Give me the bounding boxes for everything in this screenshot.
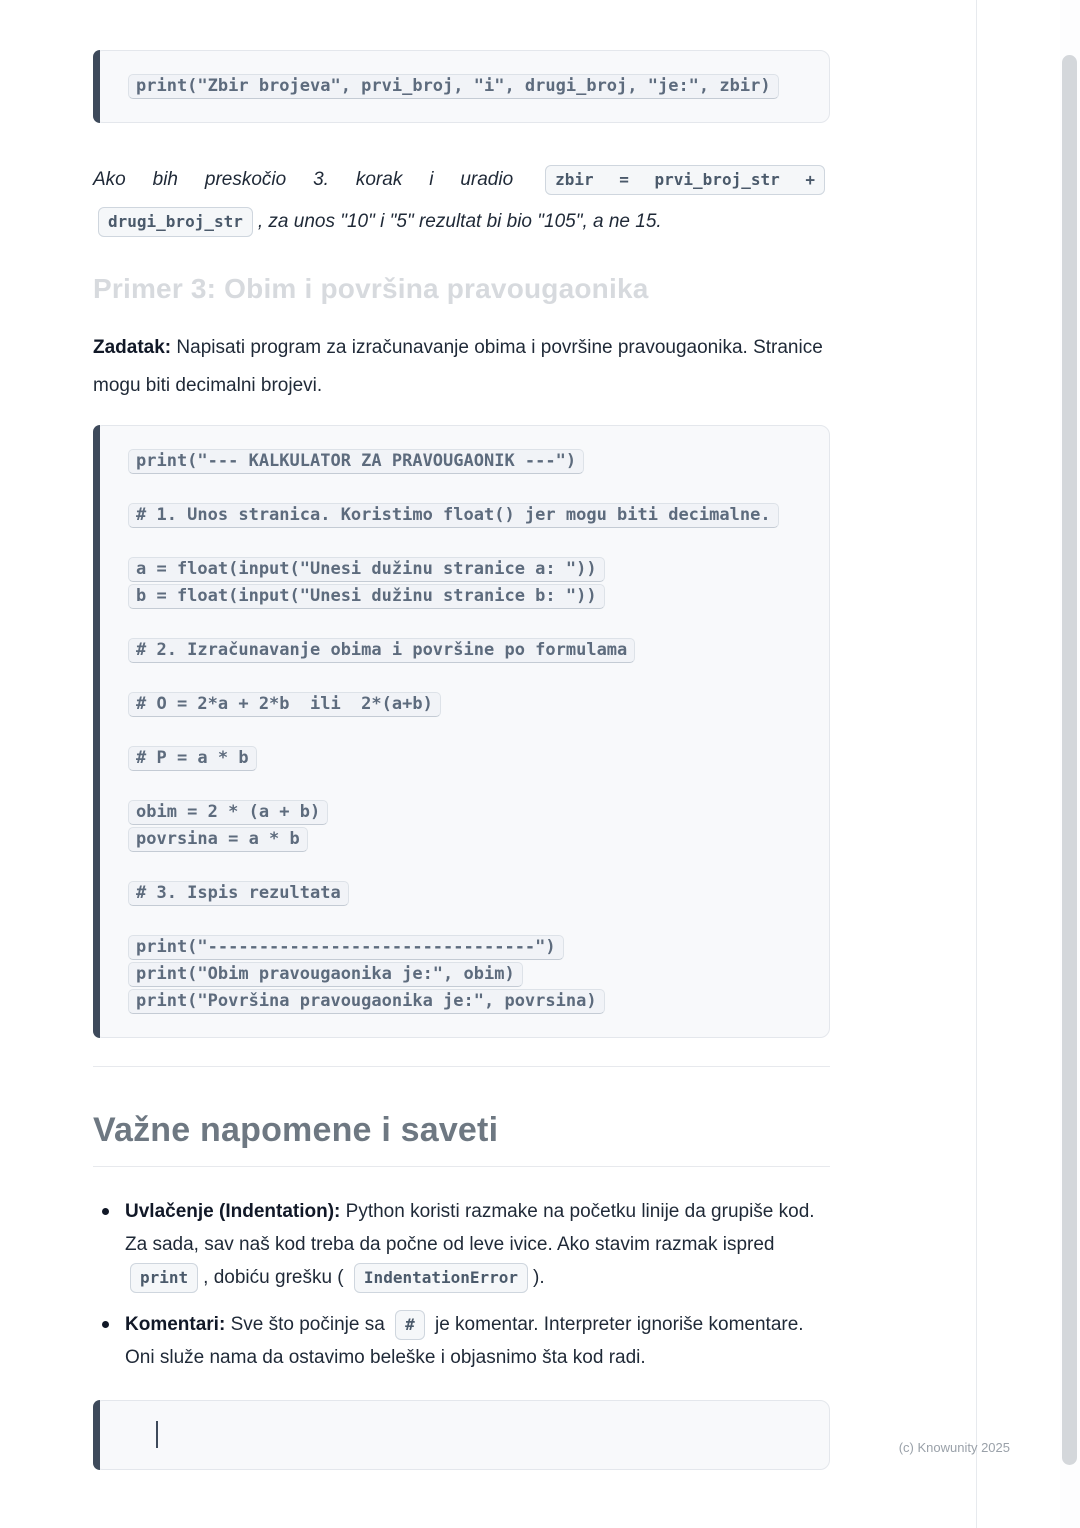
code-line (128, 502, 801, 529)
code-text: povrsina = a * b (128, 827, 308, 852)
code-line (128, 799, 801, 826)
code-text (128, 869, 144, 871)
bullet-text: , dobiću grešku ( (203, 1267, 344, 1288)
code-line (128, 718, 801, 745)
bullet-komentari (93, 1308, 830, 1374)
inline-code-zbir-concat: zbir = prvi_broj_str + (545, 165, 825, 195)
code-line (128, 664, 801, 691)
code-line (128, 475, 801, 502)
task-paragraph (93, 329, 830, 405)
code-line (128, 772, 801, 799)
code-text: # 1. Unos stranica. Koristimo float() jer mogu biti decimalne. (128, 503, 779, 528)
code-block-zbir-print (93, 50, 830, 123)
bullet-text: Python koristi razmake na početku linije da grupiše kod. Za sada, sav naš kod treba da počne od leve ivice. Ako stavim razmak ispred (125, 1201, 815, 1255)
code-text: b = float(input("Unesi dužinu stranice b: ")) (128, 584, 605, 609)
code-line (128, 988, 801, 1015)
copyright-watermark: (c) Knowunity 2025 (898, 1440, 1010, 1455)
bullet-text: Sve što počinje sa (230, 1314, 385, 1335)
code-text: print("Zbir brojeva", prvi_broj, "i", drugi_broj, "je:", zbir) (128, 74, 779, 99)
bullet-label: Komentari: (125, 1314, 226, 1335)
note-text-after: , za unos "10" i "5" rezultat bi bio "105", a ne 15. (257, 211, 662, 232)
code-line (128, 691, 801, 718)
bullet-text: je komentar. Interpreter ignoriše komentare. Oni služe nama da ostavimo beleške i objasnimo šta kod radi. (125, 1314, 804, 1368)
code-text (128, 680, 144, 682)
text-caret (156, 1421, 158, 1448)
code-text: print("Površina pravougaonika je:", povrsina) (128, 989, 605, 1014)
code-lines (128, 448, 801, 1015)
code-line (128, 556, 801, 583)
code-line (128, 637, 801, 664)
heading-vazne-napomene: Važne napomene i saveti (93, 1111, 499, 1149)
code-line (128, 610, 801, 637)
code-block-accent-bar (93, 50, 100, 123)
code-text: print("Obim pravougaonika je:", obim) (128, 962, 523, 987)
code-line (128, 448, 801, 475)
code-text: print("--------------------------------") (128, 935, 564, 960)
task-label: Zadatak: (93, 337, 172, 358)
code-text: # 3. Ispis rezultata (128, 881, 349, 906)
code-text: obim = 2 * (a + b) (128, 800, 328, 825)
code-text (128, 545, 144, 547)
code-text (128, 923, 144, 925)
code-line (128, 73, 801, 100)
code-line (128, 583, 801, 610)
scrollbar-track[interactable] (1060, 0, 1080, 1528)
code-block-empty-editor[interactable] (93, 1400, 830, 1470)
code-line (128, 745, 801, 772)
code-text (128, 626, 144, 628)
heading-primer-3: Primer 3: Obim i površina pravougaonika (93, 273, 649, 304)
bullet-label: Uvlačenje (Indentation): (125, 1201, 341, 1222)
scrollbar-thumb[interactable] (1062, 55, 1077, 1465)
document-content (93, 0, 830, 1470)
code-line (128, 880, 801, 907)
code-text: # P = a * b (128, 746, 257, 771)
code-line (128, 529, 801, 556)
code-text: # 2. Izračunavanje obima i površine po formulama (128, 638, 635, 663)
code-line (128, 853, 801, 880)
inline-code-print: print (130, 1263, 198, 1293)
code-line (128, 934, 801, 961)
code-block-accent-bar (93, 1400, 100, 1470)
inline-code-drugi-broj-str: drugi_broj_str (98, 207, 253, 237)
inline-code-indentationerror: IndentationError (354, 1263, 528, 1293)
code-block-pravougaonik (93, 425, 830, 1038)
section-divider (93, 1066, 830, 1067)
code-line (128, 907, 801, 934)
code-block-accent-bar (93, 425, 100, 1038)
note-text-before: Ako bih preskočio 3. korak i uradio (93, 169, 514, 190)
bullet-indentation (93, 1195, 830, 1294)
code-line (128, 826, 801, 853)
code-lines (128, 73, 801, 100)
code-text: a = float(input("Unesi dužinu stranice a: ")) (128, 557, 605, 582)
code-text (128, 491, 144, 493)
code-text (128, 788, 144, 790)
code-text: print("--- KALKULATOR ZA PRAVOUGAONIK ---") (128, 449, 584, 474)
code-text (128, 734, 144, 736)
inline-code-hash: # (395, 1310, 425, 1340)
code-text: # O = 2*a + 2*b ili 2*(a+b) (128, 692, 441, 717)
heading-underline (93, 1166, 830, 1167)
code-line (128, 961, 801, 988)
note-paragraph (93, 159, 830, 243)
bullet-text: ). (533, 1267, 545, 1288)
notes-bullet-list (93, 1195, 830, 1374)
task-text: Napisati program za izračunavanje obima i površine pravougaonika. Stranice mogu biti decimalni brojevi. (93, 337, 823, 396)
